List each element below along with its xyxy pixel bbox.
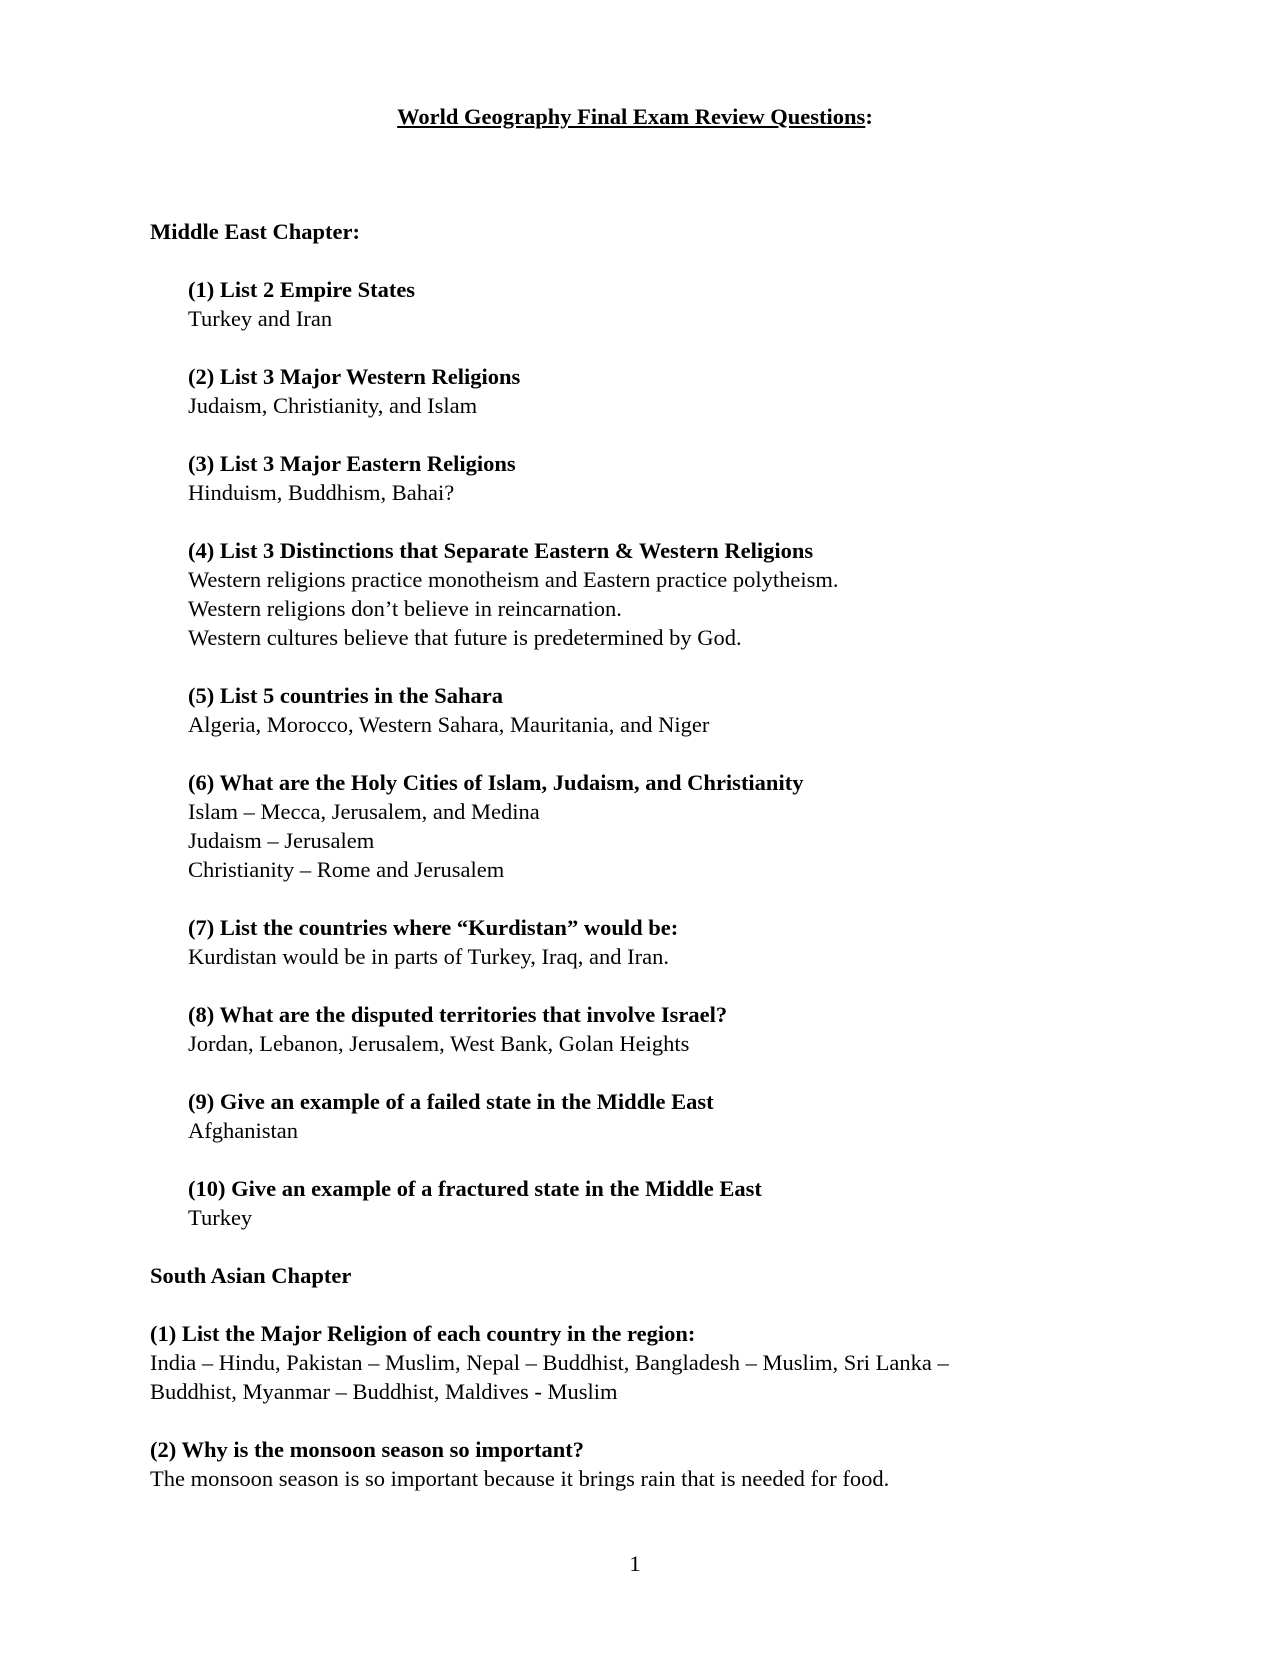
question-text: (8) What are the disputed territories that involve Israel? bbox=[188, 1002, 728, 1027]
answer-text: Judaism, Christianity, and Islam bbox=[188, 393, 478, 418]
answer-text: Turkey bbox=[188, 1205, 253, 1230]
answer-text: Hinduism, Buddhism, Bahai? bbox=[188, 480, 455, 505]
answer-text: Turkey and Iran bbox=[188, 306, 333, 331]
page-title-suffix: : bbox=[865, 104, 873, 129]
answer-text: Afghanistan bbox=[188, 1118, 298, 1143]
question-text: (5) List 5 countries in the Sahara bbox=[188, 683, 503, 708]
question-block bbox=[188, 1174, 1150, 1232]
answer-text: The monsoon season is so important because it brings rain that is needed for food. bbox=[150, 1466, 890, 1491]
answer-text: Algeria, Morocco, Western Sahara, Mauritania, and Niger bbox=[188, 712, 710, 737]
answer-text: Buddhist, Myanmar – Buddhist, Maldives - Muslim bbox=[150, 1379, 618, 1404]
question-block bbox=[188, 536, 1150, 652]
chapter-heading-south-asian: South Asian Chapter bbox=[150, 1263, 352, 1288]
question-block bbox=[188, 1000, 1150, 1058]
question-text: (4) List 3 Distinctions that Separate Eastern & Western Religions bbox=[188, 538, 814, 563]
question-text: (9) Give an example of a failed state in the Middle East bbox=[188, 1089, 714, 1114]
answer-text: Jordan, Lebanon, Jerusalem, West Bank, Golan Heights bbox=[188, 1031, 690, 1056]
answer-text: Christianity – Rome and Jerusalem bbox=[188, 857, 505, 882]
question-block bbox=[188, 768, 1150, 884]
question-block bbox=[150, 1319, 1150, 1406]
question-block bbox=[188, 449, 1150, 507]
answer-text: Judaism – Jerusalem bbox=[188, 828, 375, 853]
document-body bbox=[150, 217, 1150, 1522]
answer-text: Western cultures believe that future is predetermined by God. bbox=[188, 625, 742, 650]
question-text: (2) Why is the monsoon season so important? bbox=[150, 1437, 585, 1462]
answer-text: Kurdistan would be in parts of Turkey, Iraq, and Iran. bbox=[188, 944, 669, 969]
question-text: (2) List 3 Major Western Religions bbox=[188, 364, 521, 389]
question-block bbox=[188, 275, 1150, 333]
answer-text: India – Hindu, Pakistan – Muslim, Nepal – Buddhist, Bangladesh – Muslim, Sri Lanka – bbox=[150, 1350, 949, 1375]
question-block bbox=[188, 681, 1150, 739]
question-text: (1) List the Major Religion of each country in the region: bbox=[150, 1321, 696, 1346]
page-number: 1 bbox=[629, 1551, 641, 1576]
page-title-text: World Geography Final Exam Review Questions bbox=[397, 104, 866, 129]
question-block bbox=[188, 362, 1150, 420]
question-text: (10) Give an example of a fractured state in the Middle East bbox=[188, 1176, 762, 1201]
question-text: (6) What are the Holy Cities of Islam, Judaism, and Christianity bbox=[188, 770, 804, 795]
chapter-heading-middle-east: Middle East Chapter: bbox=[150, 219, 360, 244]
question-text: (1) List 2 Empire States bbox=[188, 277, 416, 302]
question-block bbox=[188, 913, 1150, 971]
question-text: (3) List 3 Major Eastern Religions bbox=[188, 451, 516, 476]
answer-text: Western religions practice monotheism and Eastern practice polytheism. bbox=[188, 567, 839, 592]
question-text: (7) List the countries where “Kurdistan” would be: bbox=[188, 915, 679, 940]
answer-text: Western religions don’t believe in reincarnation. bbox=[188, 596, 622, 621]
page-title bbox=[0, 102, 1270, 132]
question-block bbox=[150, 1435, 1150, 1493]
answer-text: Islam – Mecca, Jerusalem, and Medina bbox=[188, 799, 540, 824]
question-block bbox=[188, 1087, 1150, 1145]
